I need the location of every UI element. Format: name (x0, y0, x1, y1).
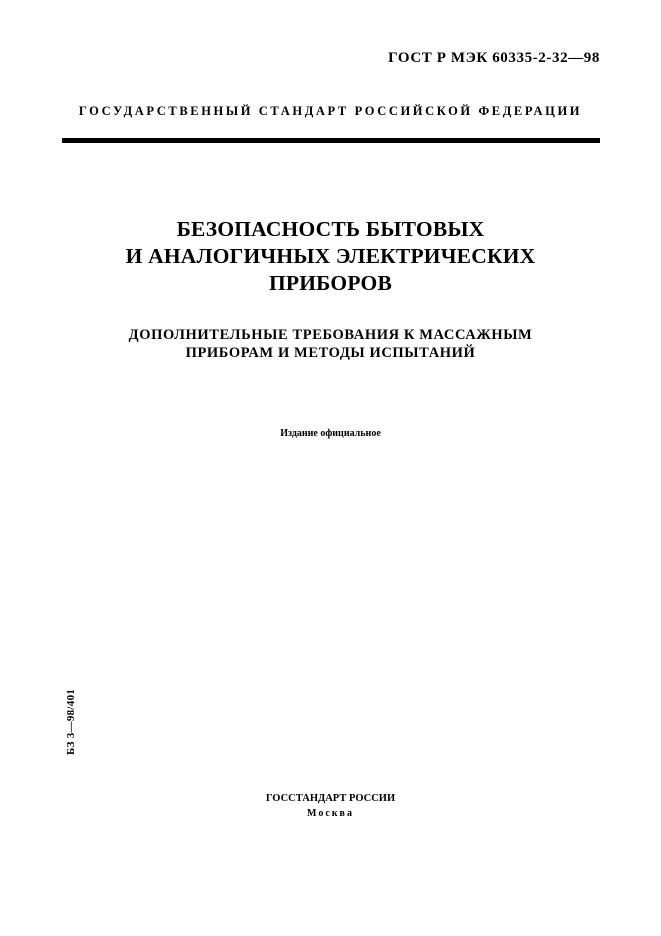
standard-header: ГОСУДАРСТВЕННЫЙ СТАНДАРТ РОССИЙСКОЙ ФЕДЕРАЦИИ (78, 104, 583, 118)
title-line-3: ПРИБОРОВ (268, 271, 393, 295)
header-rule (62, 138, 600, 143)
subtitle-line-1: ДОПОЛНИТЕЛЬНЫЕ ТРЕБОВАНИЯ К МАССАЖНЫМ (128, 327, 533, 343)
document-subtitle (62, 326, 599, 362)
edition-label: Издание официальное (280, 428, 381, 439)
publisher-name: ГОССТАНДАРТ РОССИИ (265, 793, 396, 804)
title-line-1: БЕЗОПАСНОСТЬ БЫТОВЫХ (176, 217, 485, 241)
title-line-2: И АНАЛОГИЧНЫХ ЭЛЕКТРИЧЕСКИХ (125, 244, 536, 268)
document-title (62, 216, 599, 297)
subtitle-line-2: ПРИБОРАМ И МЕТОДЫ ИСПЫТАНИЙ (185, 345, 476, 361)
document-code: ГОСТ Р МЭК 60335-2-32—98 (388, 50, 600, 66)
side-catalog-code: БЗ 3—98/401 (65, 688, 77, 755)
publisher-city: Москва (307, 808, 354, 819)
